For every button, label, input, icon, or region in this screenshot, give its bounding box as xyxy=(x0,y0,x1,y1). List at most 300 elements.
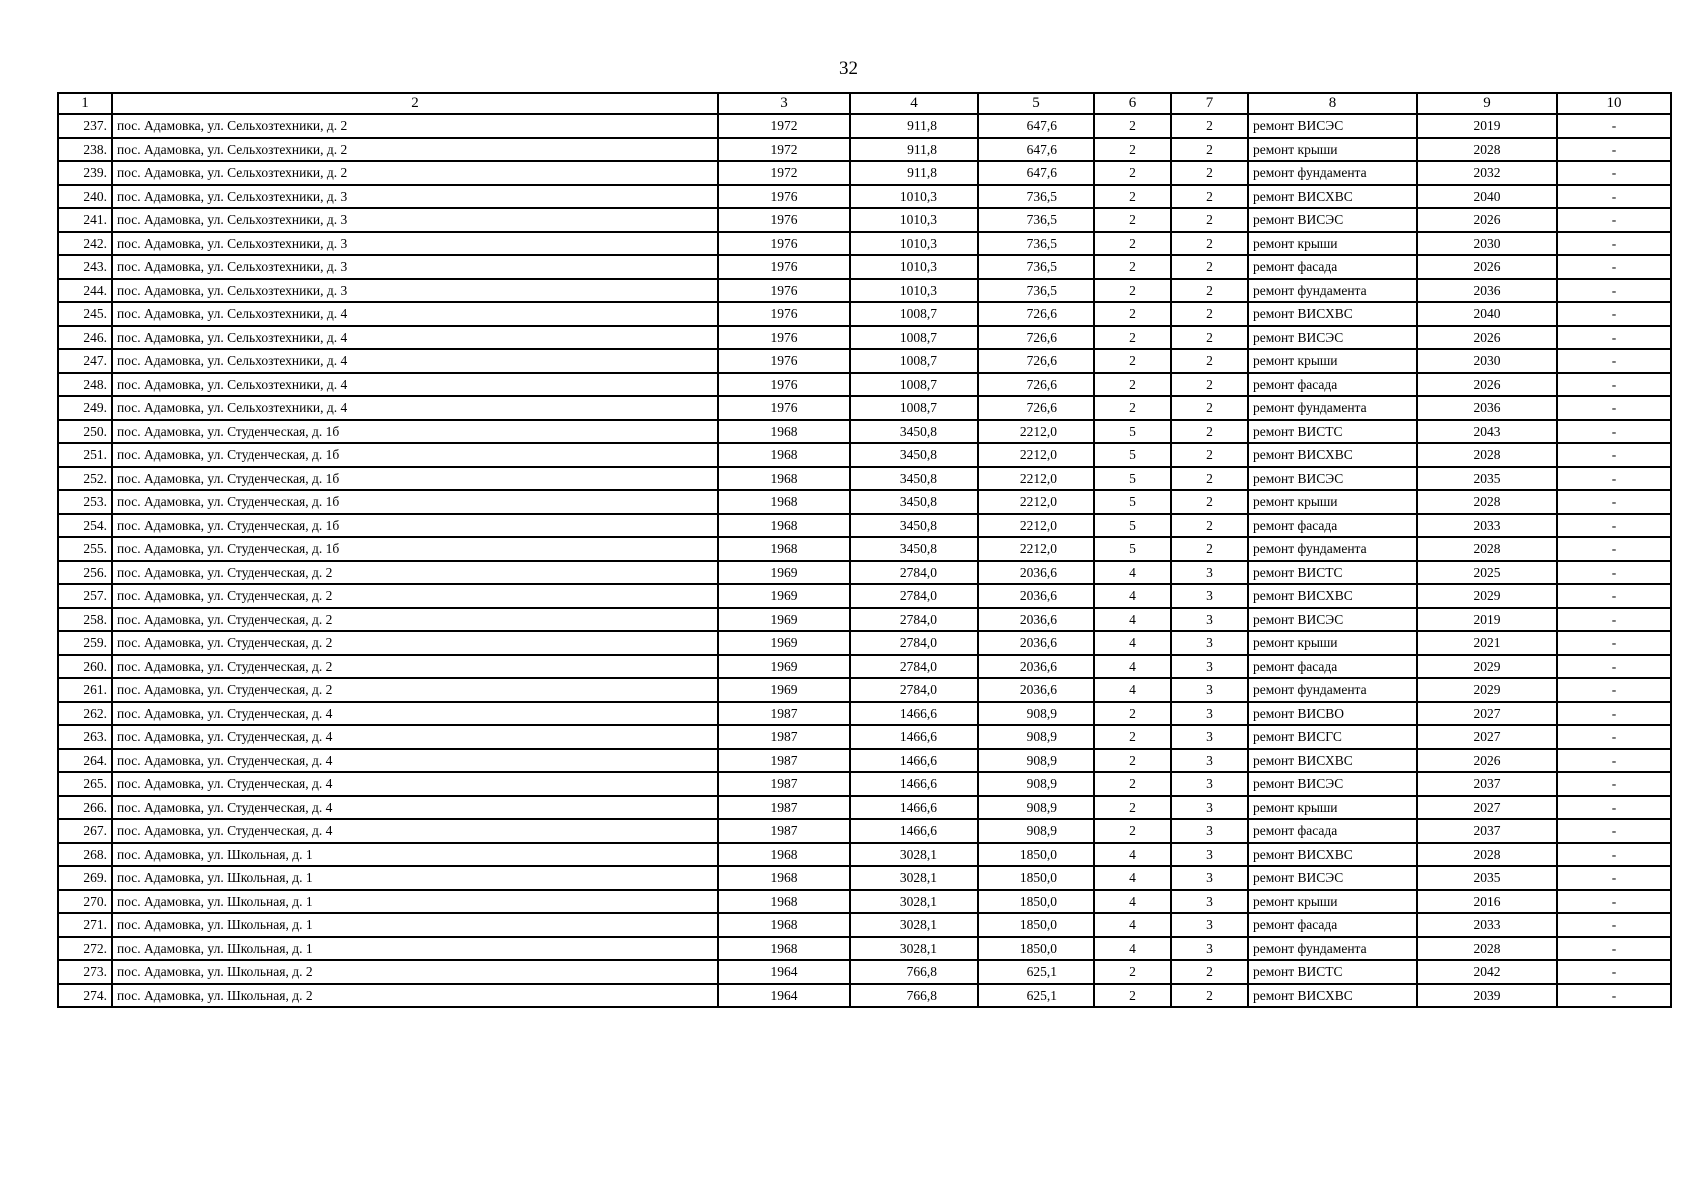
cell-entrances: 2 xyxy=(1171,114,1248,138)
cell-repair-type: ремонт крыши xyxy=(1248,890,1417,914)
cell-planned-year: 2035 xyxy=(1417,866,1557,890)
cell-planned-year: 2029 xyxy=(1417,655,1557,679)
cell-floors: 2 xyxy=(1094,138,1171,162)
cell-floors: 4 xyxy=(1094,678,1171,702)
cell-planned-year: 2036 xyxy=(1417,279,1557,303)
cell-living-area: 908,9 xyxy=(978,772,1094,796)
cell-year-built: 1969 xyxy=(718,584,850,608)
cell-floors: 4 xyxy=(1094,937,1171,961)
cell-floors: 5 xyxy=(1094,420,1171,444)
cell-planned-year: 2021 xyxy=(1417,631,1557,655)
cell-address: пос. Адамовка, ул. Студенческая, д. 1б xyxy=(112,420,718,444)
table-row xyxy=(58,514,1671,538)
cell-living-area: 736,5 xyxy=(978,255,1094,279)
cell-planned-year: 2026 xyxy=(1417,326,1557,350)
cell-year-built: 1969 xyxy=(718,561,850,585)
cell-total-area: 3028,1 xyxy=(850,913,978,937)
cell-floors: 2 xyxy=(1094,702,1171,726)
table-row xyxy=(58,208,1671,232)
cell-row-number: 270. xyxy=(58,890,112,914)
table-row xyxy=(58,279,1671,303)
cell-planned-year: 2026 xyxy=(1417,749,1557,773)
cell-total-area: 911,8 xyxy=(850,161,978,185)
cell-row-number: 254. xyxy=(58,514,112,538)
cell-note: - xyxy=(1557,420,1671,444)
cell-entrances: 3 xyxy=(1171,655,1248,679)
cell-planned-year: 2026 xyxy=(1417,255,1557,279)
cell-total-area: 766,8 xyxy=(850,984,978,1008)
cell-note: - xyxy=(1557,373,1671,397)
table-row xyxy=(58,326,1671,350)
cell-total-area: 911,8 xyxy=(850,138,978,162)
cell-living-area: 1850,0 xyxy=(978,913,1094,937)
cell-living-area: 908,9 xyxy=(978,819,1094,843)
repair-schedule-table xyxy=(57,92,1672,1008)
cell-address: пос. Адамовка, ул. Студенческая, д. 1б xyxy=(112,443,718,467)
cell-address: пос. Адамовка, ул. Школьная, д. 2 xyxy=(112,960,718,984)
cell-note: - xyxy=(1557,185,1671,209)
cell-entrances: 3 xyxy=(1171,725,1248,749)
table-row xyxy=(58,984,1671,1008)
cell-repair-type: ремонт фундамента xyxy=(1248,396,1417,420)
cell-living-area: 726,6 xyxy=(978,326,1094,350)
cell-planned-year: 2026 xyxy=(1417,373,1557,397)
cell-address: пос. Адамовка, ул. Сельхозтехники, д. 4 xyxy=(112,326,718,350)
cell-row-number: 262. xyxy=(58,702,112,726)
cell-planned-year: 2028 xyxy=(1417,843,1557,867)
cell-year-built: 1987 xyxy=(718,772,850,796)
cell-row-number: 242. xyxy=(58,232,112,256)
cell-entrances: 2 xyxy=(1171,326,1248,350)
cell-planned-year: 2042 xyxy=(1417,960,1557,984)
cell-row-number: 237. xyxy=(58,114,112,138)
cell-address: пос. Адамовка, ул. Школьная, д. 1 xyxy=(112,843,718,867)
cell-floors: 4 xyxy=(1094,584,1171,608)
cell-planned-year: 2028 xyxy=(1417,537,1557,561)
cell-year-built: 1968 xyxy=(718,937,850,961)
cell-year-built: 1968 xyxy=(718,514,850,538)
cell-repair-type: ремонт ВИСХВС xyxy=(1248,843,1417,867)
cell-floors: 4 xyxy=(1094,608,1171,632)
cell-living-area: 2036,6 xyxy=(978,584,1094,608)
table-row xyxy=(58,232,1671,256)
table-row xyxy=(58,725,1671,749)
cell-entrances: 2 xyxy=(1171,255,1248,279)
cell-repair-type: ремонт ВИСЭС xyxy=(1248,772,1417,796)
cell-repair-type: ремонт фундамента xyxy=(1248,161,1417,185)
cell-entrances: 2 xyxy=(1171,443,1248,467)
table-row xyxy=(58,138,1671,162)
cell-address: пос. Адамовка, ул. Студенческая, д. 1б xyxy=(112,490,718,514)
cell-year-built: 1972 xyxy=(718,138,850,162)
cell-row-number: 272. xyxy=(58,937,112,961)
cell-row-number: 255. xyxy=(58,537,112,561)
cell-address: пос. Адамовка, ул. Сельхозтехники, д. 4 xyxy=(112,396,718,420)
cell-note: - xyxy=(1557,937,1671,961)
cell-repair-type: ремонт фундамента xyxy=(1248,279,1417,303)
cell-living-area: 726,6 xyxy=(978,396,1094,420)
cell-repair-type: ремонт крыши xyxy=(1248,796,1417,820)
cell-planned-year: 2016 xyxy=(1417,890,1557,914)
cell-address: пос. Адамовка, ул. Студенческая, д. 2 xyxy=(112,608,718,632)
cell-floors: 5 xyxy=(1094,514,1171,538)
cell-floors: 2 xyxy=(1094,984,1171,1008)
cell-note: - xyxy=(1557,255,1671,279)
cell-row-number: 241. xyxy=(58,208,112,232)
cell-address: пос. Адамовка, ул. Школьная, д. 2 xyxy=(112,984,718,1008)
cell-total-area: 1010,3 xyxy=(850,255,978,279)
cell-year-built: 1969 xyxy=(718,678,850,702)
cell-row-number: 253. xyxy=(58,490,112,514)
cell-floors: 4 xyxy=(1094,866,1171,890)
cell-total-area: 1466,6 xyxy=(850,796,978,820)
cell-repair-type: ремонт фасада xyxy=(1248,655,1417,679)
cell-note: - xyxy=(1557,279,1671,303)
cell-address: пос. Адамовка, ул. Студенческая, д. 4 xyxy=(112,725,718,749)
table-row xyxy=(58,467,1671,491)
cell-total-area: 2784,0 xyxy=(850,655,978,679)
cell-address: пос. Адамовка, ул. Студенческая, д. 1б xyxy=(112,514,718,538)
table-row xyxy=(58,866,1671,890)
cell-year-built: 1968 xyxy=(718,537,850,561)
cell-note: - xyxy=(1557,584,1671,608)
cell-note: - xyxy=(1557,819,1671,843)
cell-year-built: 1976 xyxy=(718,349,850,373)
cell-repair-type: ремонт ВИСВО xyxy=(1248,702,1417,726)
cell-floors: 2 xyxy=(1094,796,1171,820)
cell-living-area: 736,5 xyxy=(978,185,1094,209)
cell-entrances: 3 xyxy=(1171,584,1248,608)
cell-total-area: 3450,8 xyxy=(850,514,978,538)
cell-total-area: 1466,6 xyxy=(850,702,978,726)
cell-total-area: 1008,7 xyxy=(850,396,978,420)
table-row xyxy=(58,843,1671,867)
cell-living-area: 908,9 xyxy=(978,725,1094,749)
cell-address: пос. Адамовка, ул. Сельхозтехники, д. 3 xyxy=(112,255,718,279)
cell-year-built: 1976 xyxy=(718,373,850,397)
cell-row-number: 265. xyxy=(58,772,112,796)
cell-entrances: 2 xyxy=(1171,490,1248,514)
cell-entrances: 3 xyxy=(1171,561,1248,585)
cell-floors: 4 xyxy=(1094,655,1171,679)
cell-entrances: 2 xyxy=(1171,396,1248,420)
cell-floors: 2 xyxy=(1094,772,1171,796)
cell-living-area: 2036,6 xyxy=(978,678,1094,702)
cell-living-area: 1850,0 xyxy=(978,937,1094,961)
cell-note: - xyxy=(1557,866,1671,890)
cell-repair-type: ремонт фундамента xyxy=(1248,678,1417,702)
cell-year-built: 1976 xyxy=(718,255,850,279)
cell-floors: 2 xyxy=(1094,161,1171,185)
cell-living-area: 736,5 xyxy=(978,232,1094,256)
cell-repair-type: ремонт крыши xyxy=(1248,349,1417,373)
cell-planned-year: 2028 xyxy=(1417,138,1557,162)
cell-year-built: 1968 xyxy=(718,913,850,937)
cell-living-area: 726,6 xyxy=(978,349,1094,373)
table-row xyxy=(58,420,1671,444)
cell-year-built: 1976 xyxy=(718,232,850,256)
cell-living-area: 2036,6 xyxy=(978,631,1094,655)
cell-row-number: 244. xyxy=(58,279,112,303)
cell-year-built: 1969 xyxy=(718,655,850,679)
cell-address: пос. Адамовка, ул. Школьная, д. 1 xyxy=(112,937,718,961)
cell-planned-year: 2026 xyxy=(1417,208,1557,232)
cell-note: - xyxy=(1557,608,1671,632)
cell-year-built: 1968 xyxy=(718,490,850,514)
cell-living-area: 2212,0 xyxy=(978,443,1094,467)
cell-row-number: 250. xyxy=(58,420,112,444)
cell-entrances: 3 xyxy=(1171,913,1248,937)
table-row xyxy=(58,749,1671,773)
cell-living-area: 2212,0 xyxy=(978,537,1094,561)
cell-row-number: 240. xyxy=(58,185,112,209)
cell-planned-year: 2037 xyxy=(1417,772,1557,796)
cell-address: пос. Адамовка, ул. Студенческая, д. 4 xyxy=(112,772,718,796)
column-header: 6 xyxy=(1094,93,1171,114)
cell-note: - xyxy=(1557,631,1671,655)
cell-total-area: 2784,0 xyxy=(850,584,978,608)
cell-note: - xyxy=(1557,702,1671,726)
cell-living-area: 647,6 xyxy=(978,161,1094,185)
cell-year-built: 1987 xyxy=(718,796,850,820)
cell-year-built: 1964 xyxy=(718,984,850,1008)
cell-year-built: 1968 xyxy=(718,467,850,491)
cell-note: - xyxy=(1557,890,1671,914)
cell-total-area: 2784,0 xyxy=(850,561,978,585)
cell-total-area: 3450,8 xyxy=(850,467,978,491)
cell-row-number: 243. xyxy=(58,255,112,279)
cell-entrances: 3 xyxy=(1171,843,1248,867)
cell-living-area: 726,6 xyxy=(978,302,1094,326)
cell-entrances: 3 xyxy=(1171,631,1248,655)
cell-repair-type: ремонт ВИСГС xyxy=(1248,725,1417,749)
cell-planned-year: 2029 xyxy=(1417,584,1557,608)
cell-entrances: 3 xyxy=(1171,937,1248,961)
cell-address: пос. Адамовка, ул. Сельхозтехники, д. 3 xyxy=(112,232,718,256)
column-header: 8 xyxy=(1248,93,1417,114)
cell-planned-year: 2019 xyxy=(1417,608,1557,632)
cell-entrances: 2 xyxy=(1171,537,1248,561)
cell-row-number: 238. xyxy=(58,138,112,162)
cell-repair-type: ремонт фасада xyxy=(1248,514,1417,538)
cell-planned-year: 2043 xyxy=(1417,420,1557,444)
cell-address: пос. Адамовка, ул. Студенческая, д. 2 xyxy=(112,584,718,608)
cell-year-built: 1968 xyxy=(718,890,850,914)
cell-entrances: 3 xyxy=(1171,890,1248,914)
cell-floors: 4 xyxy=(1094,561,1171,585)
table-row xyxy=(58,349,1671,373)
table-row xyxy=(58,584,1671,608)
cell-year-built: 1976 xyxy=(718,279,850,303)
cell-row-number: 258. xyxy=(58,608,112,632)
cell-note: - xyxy=(1557,326,1671,350)
cell-floors: 2 xyxy=(1094,326,1171,350)
cell-planned-year: 2030 xyxy=(1417,232,1557,256)
cell-total-area: 1466,6 xyxy=(850,819,978,843)
cell-row-number: 274. xyxy=(58,984,112,1008)
cell-row-number: 268. xyxy=(58,843,112,867)
cell-total-area: 1008,7 xyxy=(850,302,978,326)
cell-year-built: 1968 xyxy=(718,443,850,467)
cell-total-area: 1008,7 xyxy=(850,373,978,397)
cell-repair-type: ремонт ВИСХВС xyxy=(1248,185,1417,209)
cell-floors: 4 xyxy=(1094,843,1171,867)
cell-note: - xyxy=(1557,725,1671,749)
cell-note: - xyxy=(1557,161,1671,185)
cell-floors: 2 xyxy=(1094,373,1171,397)
cell-floors: 4 xyxy=(1094,913,1171,937)
cell-repair-type: ремонт фундамента xyxy=(1248,937,1417,961)
cell-total-area: 2784,0 xyxy=(850,608,978,632)
cell-row-number: 249. xyxy=(58,396,112,420)
cell-planned-year: 2035 xyxy=(1417,467,1557,491)
cell-repair-type: ремонт крыши xyxy=(1248,490,1417,514)
cell-entrances: 3 xyxy=(1171,678,1248,702)
cell-row-number: 252. xyxy=(58,467,112,491)
cell-address: пос. Адамовка, ул. Студенческая, д. 1б xyxy=(112,467,718,491)
cell-note: - xyxy=(1557,843,1671,867)
cell-row-number: 261. xyxy=(58,678,112,702)
cell-planned-year: 2039 xyxy=(1417,984,1557,1008)
cell-total-area: 3028,1 xyxy=(850,890,978,914)
cell-living-area: 908,9 xyxy=(978,796,1094,820)
cell-floors: 2 xyxy=(1094,960,1171,984)
cell-row-number: 260. xyxy=(58,655,112,679)
cell-planned-year: 2032 xyxy=(1417,161,1557,185)
cell-note: - xyxy=(1557,138,1671,162)
cell-address: пос. Адамовка, ул. Студенческая, д. 2 xyxy=(112,678,718,702)
cell-note: - xyxy=(1557,114,1671,138)
table-row xyxy=(58,702,1671,726)
cell-address: пос. Адамовка, ул. Студенческая, д. 4 xyxy=(112,819,718,843)
cell-floors: 2 xyxy=(1094,279,1171,303)
cell-entrances: 3 xyxy=(1171,866,1248,890)
column-header: 4 xyxy=(850,93,978,114)
cell-planned-year: 2036 xyxy=(1417,396,1557,420)
cell-total-area: 3450,8 xyxy=(850,443,978,467)
cell-year-built: 1968 xyxy=(718,420,850,444)
cell-entrances: 2 xyxy=(1171,467,1248,491)
cell-repair-type: ремонт ВИСЭС xyxy=(1248,866,1417,890)
cell-planned-year: 2030 xyxy=(1417,349,1557,373)
table-row xyxy=(58,114,1671,138)
cell-planned-year: 2028 xyxy=(1417,937,1557,961)
cell-address: пос. Адамовка, ул. Сельхозтехники, д. 3 xyxy=(112,185,718,209)
cell-total-area: 1008,7 xyxy=(850,326,978,350)
table-row xyxy=(58,373,1671,397)
cell-floors: 2 xyxy=(1094,349,1171,373)
cell-planned-year: 2028 xyxy=(1417,443,1557,467)
table-row xyxy=(58,678,1671,702)
cell-note: - xyxy=(1557,208,1671,232)
table-row xyxy=(58,255,1671,279)
cell-entrances: 3 xyxy=(1171,608,1248,632)
cell-year-built: 1987 xyxy=(718,819,850,843)
cell-address: пос. Адамовка, ул. Сельхозтехники, д. 4 xyxy=(112,349,718,373)
cell-address: пос. Адамовка, ул. Сельхозтехники, д. 4 xyxy=(112,302,718,326)
cell-living-area: 1850,0 xyxy=(978,866,1094,890)
cell-repair-type: ремонт крыши xyxy=(1248,138,1417,162)
cell-note: - xyxy=(1557,467,1671,491)
cell-row-number: 246. xyxy=(58,326,112,350)
cell-year-built: 1964 xyxy=(718,960,850,984)
cell-note: - xyxy=(1557,396,1671,420)
table-row xyxy=(58,161,1671,185)
cell-floors: 4 xyxy=(1094,631,1171,655)
cell-note: - xyxy=(1557,749,1671,773)
cell-row-number: 256. xyxy=(58,561,112,585)
cell-year-built: 1968 xyxy=(718,866,850,890)
cell-total-area: 1010,3 xyxy=(850,185,978,209)
table-row xyxy=(58,772,1671,796)
cell-living-area: 736,5 xyxy=(978,208,1094,232)
cell-total-area: 3028,1 xyxy=(850,937,978,961)
cell-note: - xyxy=(1557,443,1671,467)
table-row xyxy=(58,937,1671,961)
cell-row-number: 245. xyxy=(58,302,112,326)
cell-living-area: 2212,0 xyxy=(978,514,1094,538)
cell-row-number: 259. xyxy=(58,631,112,655)
cell-repair-type: ремонт ВИСТС xyxy=(1248,561,1417,585)
cell-row-number: 269. xyxy=(58,866,112,890)
cell-repair-type: ремонт ВИСХВС xyxy=(1248,984,1417,1008)
cell-total-area: 1466,6 xyxy=(850,725,978,749)
page-number: 32 xyxy=(839,58,858,79)
cell-address: пос. Адамовка, ул. Сельхозтехники, д. 2 xyxy=(112,114,718,138)
cell-total-area: 3028,1 xyxy=(850,866,978,890)
cell-living-area: 908,9 xyxy=(978,702,1094,726)
table-header-row xyxy=(58,93,1671,114)
cell-living-area: 647,6 xyxy=(978,114,1094,138)
cell-total-area: 766,8 xyxy=(850,960,978,984)
cell-planned-year: 2033 xyxy=(1417,514,1557,538)
cell-floors: 2 xyxy=(1094,725,1171,749)
cell-address: пос. Адамовка, ул. Студенческая, д. 2 xyxy=(112,561,718,585)
cell-repair-type: ремонт ВИСЭС xyxy=(1248,608,1417,632)
cell-repair-type: ремонт ВИСХВС xyxy=(1248,749,1417,773)
cell-note: - xyxy=(1557,537,1671,561)
cell-repair-type: ремонт фундамента xyxy=(1248,537,1417,561)
cell-total-area: 1466,6 xyxy=(850,749,978,773)
cell-total-area: 1466,6 xyxy=(850,772,978,796)
cell-address: пос. Адамовка, ул. Сельхозтехники, д. 2 xyxy=(112,161,718,185)
cell-entrances: 2 xyxy=(1171,302,1248,326)
cell-address: пос. Адамовка, ул. Студенческая, д. 4 xyxy=(112,749,718,773)
cell-living-area: 908,9 xyxy=(978,749,1094,773)
cell-living-area: 2212,0 xyxy=(978,420,1094,444)
table-row xyxy=(58,655,1671,679)
cell-floors: 4 xyxy=(1094,890,1171,914)
cell-note: - xyxy=(1557,561,1671,585)
cell-repair-type: ремонт ВИСХВС xyxy=(1248,584,1417,608)
cell-total-area: 2784,0 xyxy=(850,631,978,655)
cell-year-built: 1969 xyxy=(718,631,850,655)
table-row xyxy=(58,443,1671,467)
cell-total-area: 3450,8 xyxy=(850,420,978,444)
cell-living-area: 2036,6 xyxy=(978,655,1094,679)
table-row xyxy=(58,819,1671,843)
cell-row-number: 266. xyxy=(58,796,112,820)
cell-address: пос. Адамовка, ул. Студенческая, д. 2 xyxy=(112,655,718,679)
cell-floors: 2 xyxy=(1094,255,1171,279)
cell-address: пос. Адамовка, ул. Сельхозтехники, д. 3 xyxy=(112,279,718,303)
cell-year-built: 1969 xyxy=(718,608,850,632)
column-header: 10 xyxy=(1557,93,1671,114)
table-body xyxy=(58,114,1671,1007)
cell-entrances: 2 xyxy=(1171,208,1248,232)
cell-note: - xyxy=(1557,772,1671,796)
cell-address: пос. Адамовка, ул. Сельхозтехники, д. 3 xyxy=(112,208,718,232)
